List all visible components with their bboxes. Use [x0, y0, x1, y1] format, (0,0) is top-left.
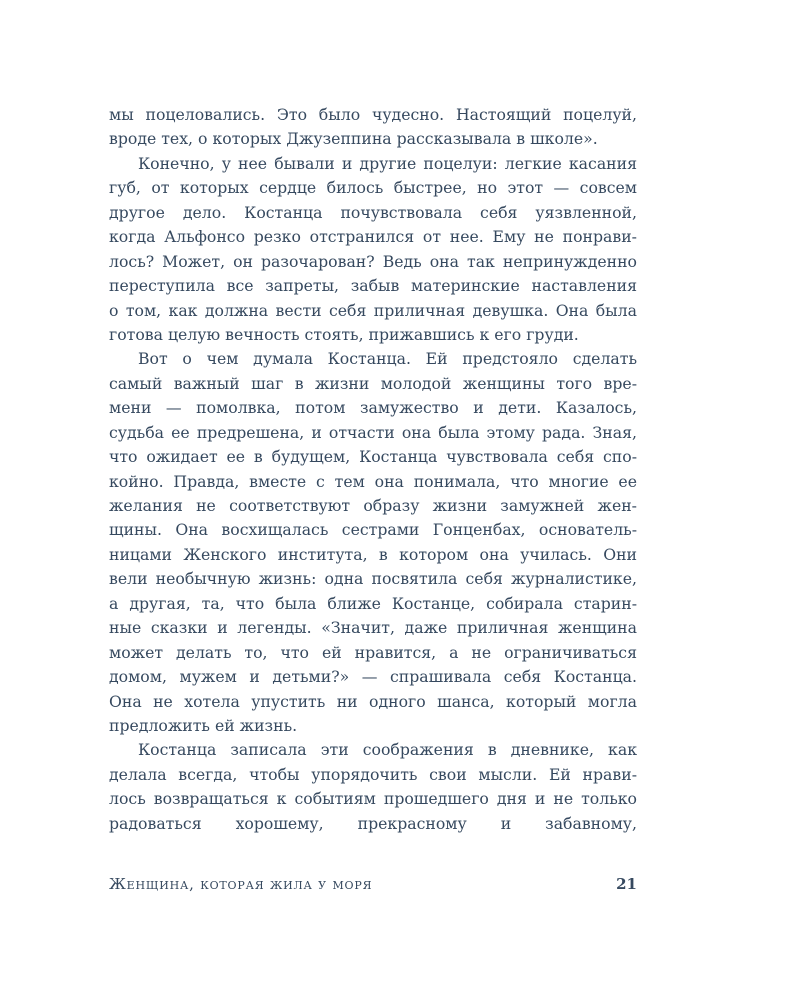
text-line: вели необычную жизнь: одна посвятила себя журналистике,	[109, 569, 637, 589]
text-line: лось? Может, он разочарован? Ведь она так непринужденно	[109, 251, 637, 271]
running-title: Женщина, которая жила у моря	[109, 875, 373, 893]
text-line: Костанца записала эти соображения в дневнике, как	[138, 740, 637, 760]
page-number: 21	[616, 875, 637, 893]
text-line: мы поцеловались. Это было чудесно. Настоящий поцелуй,	[109, 105, 637, 124]
text-line: радоваться хорошему, прекрасному и забавному,	[109, 813, 637, 833]
text-line: судьба ее предрешена, и отчасти она была этому рада. Зная,	[109, 422, 637, 442]
text-line: делала всегда, чтобы упорядочить свои мысли. Ей нрави-	[109, 764, 637, 784]
text-line: вроде тех, о которых Джузеппина рассказывала в школе».	[109, 129, 598, 149]
text-line: ные сказки и легенды. «Значит, даже приличная женщина	[109, 618, 637, 638]
text-line: губ, от которых сердце билось быстрее, но этот — совсем	[109, 178, 637, 198]
text-line: койно. Правда, вместе с тем она понимала, что многие ее	[109, 471, 637, 491]
page-footer	[109, 872, 637, 896]
text-line: щины. Она восхищалась сестрами Гонценбах, основатель-	[109, 520, 637, 540]
text-line: может делать то, что ей нравится, а не ограничиваться	[109, 642, 637, 662]
text-line: когда Альфонсо резко отстранился от нее. Ему не понрави-	[109, 227, 637, 247]
text-line: другое дело. Костанца почувствовала себя уязвленной,	[109, 202, 637, 222]
text-line: о том, как должна вести себя приличная девушка. Она была	[109, 300, 637, 320]
text-line: мени — помолвка, потом замужество и дети. Казалось,	[109, 398, 637, 418]
text-line: переступила все запреты, забыв материнские наставления	[109, 276, 637, 296]
text-line: Вот о чем думала Костанца. Ей предстояло сделать	[138, 349, 637, 369]
text-line: что ожидает ее в будущем, Костанца чувствовала себя спо-	[109, 447, 637, 467]
text-line: домом, мужем и детьми?» — спрашивала себя Костанца.	[109, 667, 637, 687]
text-line: самый важный шаг в жизни молодой женщины того вре-	[109, 373, 637, 393]
text-line: а другая, та, что была ближе Костанце, собирала старин-	[109, 593, 637, 613]
text-line: Конечно, у нее бывали и другие поцелуи: легкие касания	[138, 153, 637, 173]
text-line: предложить ей жизнь.	[109, 715, 298, 735]
text-line: ницами Женского института, в котором она училась. Они	[109, 544, 637, 564]
text-line: лось возвращаться к событиям прошедшего дня и не только	[109, 789, 637, 809]
body-text	[109, 103, 637, 836]
text-line: Она не хотела упустить ни одного шанса, который могла	[109, 691, 637, 711]
text-line: готова целую вечность стоять, прижавшись к его груди.	[109, 324, 579, 344]
text-line: желания не соответствуют образу жизни замужней жен-	[109, 496, 637, 515]
